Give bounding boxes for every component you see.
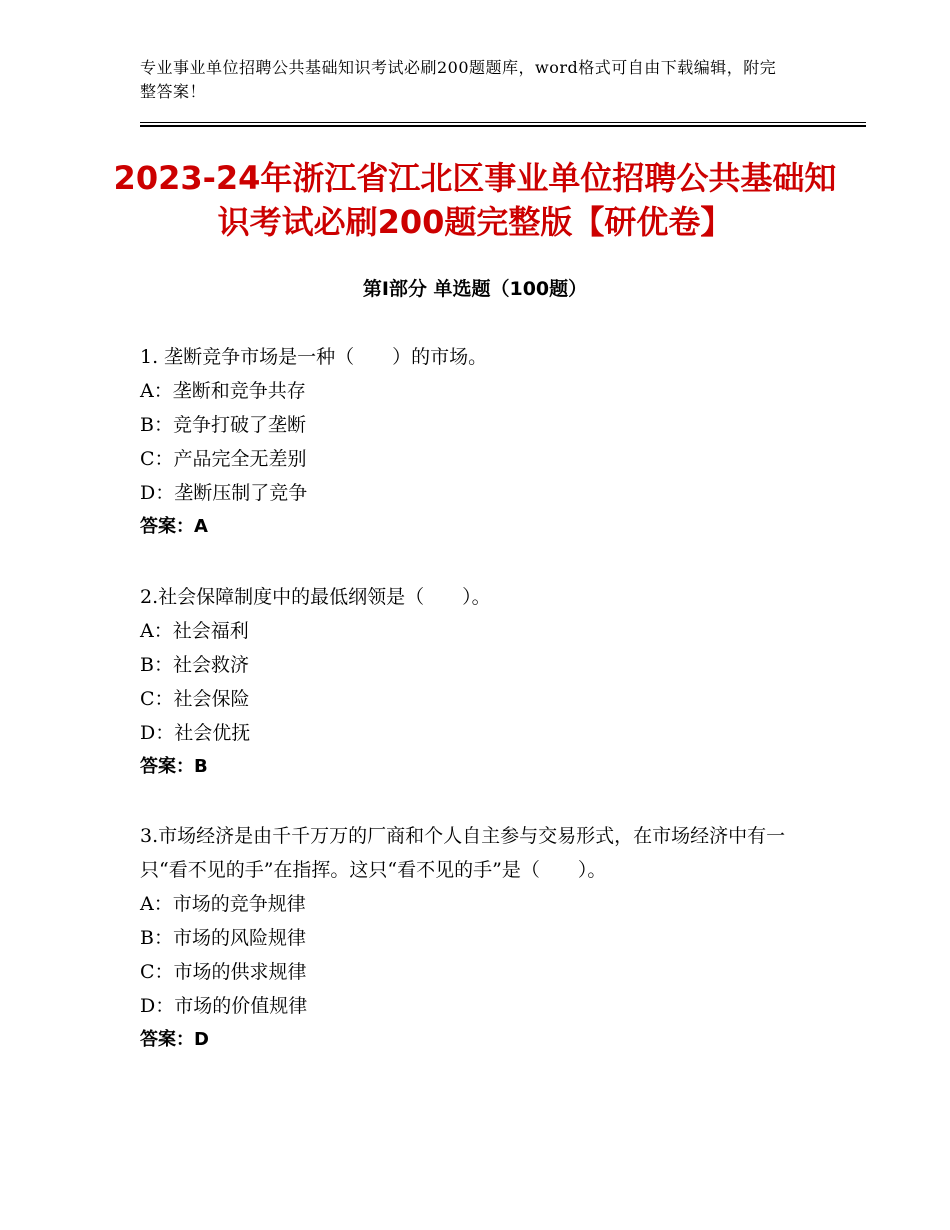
question-2: [140, 580, 820, 784]
option-d: D：社会优抚: [140, 722, 251, 744]
option-a: A：市场的竞争规律: [140, 893, 306, 915]
question-stem: 3.市场经济是由千千万万的厂商和个人自主参与交易形式，在市场经济中有一只“看不见的手”在指挥。这只“看不见的手”是（ ）。: [140, 825, 786, 881]
option-c: C：社会保险: [140, 688, 250, 710]
option-c: C：产品完全无差别: [140, 448, 307, 470]
question-1: [140, 340, 820, 544]
section-title: 第Ⅰ部分 单选题（100题）: [362, 278, 588, 300]
question-stem: 2.社会保障制度中的最低纲领是（ ）。: [140, 586, 491, 608]
option-b: B：社会救济: [140, 654, 249, 676]
option-d: D：市场的价值规律: [140, 995, 308, 1017]
answer: 答案：B: [140, 756, 208, 777]
option-d: D：垄断压制了竞争: [140, 482, 308, 504]
option-a: A：社会福利: [140, 620, 249, 642]
option-b: B：竞争打破了垄断: [140, 414, 306, 436]
answer: 答案：D: [140, 1029, 209, 1050]
option-b: B：市场的风险规律: [140, 927, 306, 949]
header-rule-thin: [140, 122, 866, 123]
answer: 答案：A: [140, 516, 208, 537]
option-c: C：市场的供求规律: [140, 961, 307, 983]
header-rule-thick: [140, 125, 866, 127]
question-3: [140, 819, 820, 1057]
document-title: 2023-24年浙江省江北区事业单位招聘公共基础知识考试必刷200题完整版【研优卷】: [113, 159, 837, 241]
option-a: A：垄断和竞争共存: [140, 380, 306, 402]
question-stem: 1. 垄断竞争市场是一种（ ）的市场。: [140, 346, 488, 368]
header-note: 专业事业单位招聘公共基础知识考试必刷200题题库，word格式可自由下载编辑，附完整答案！: [140, 58, 777, 101]
